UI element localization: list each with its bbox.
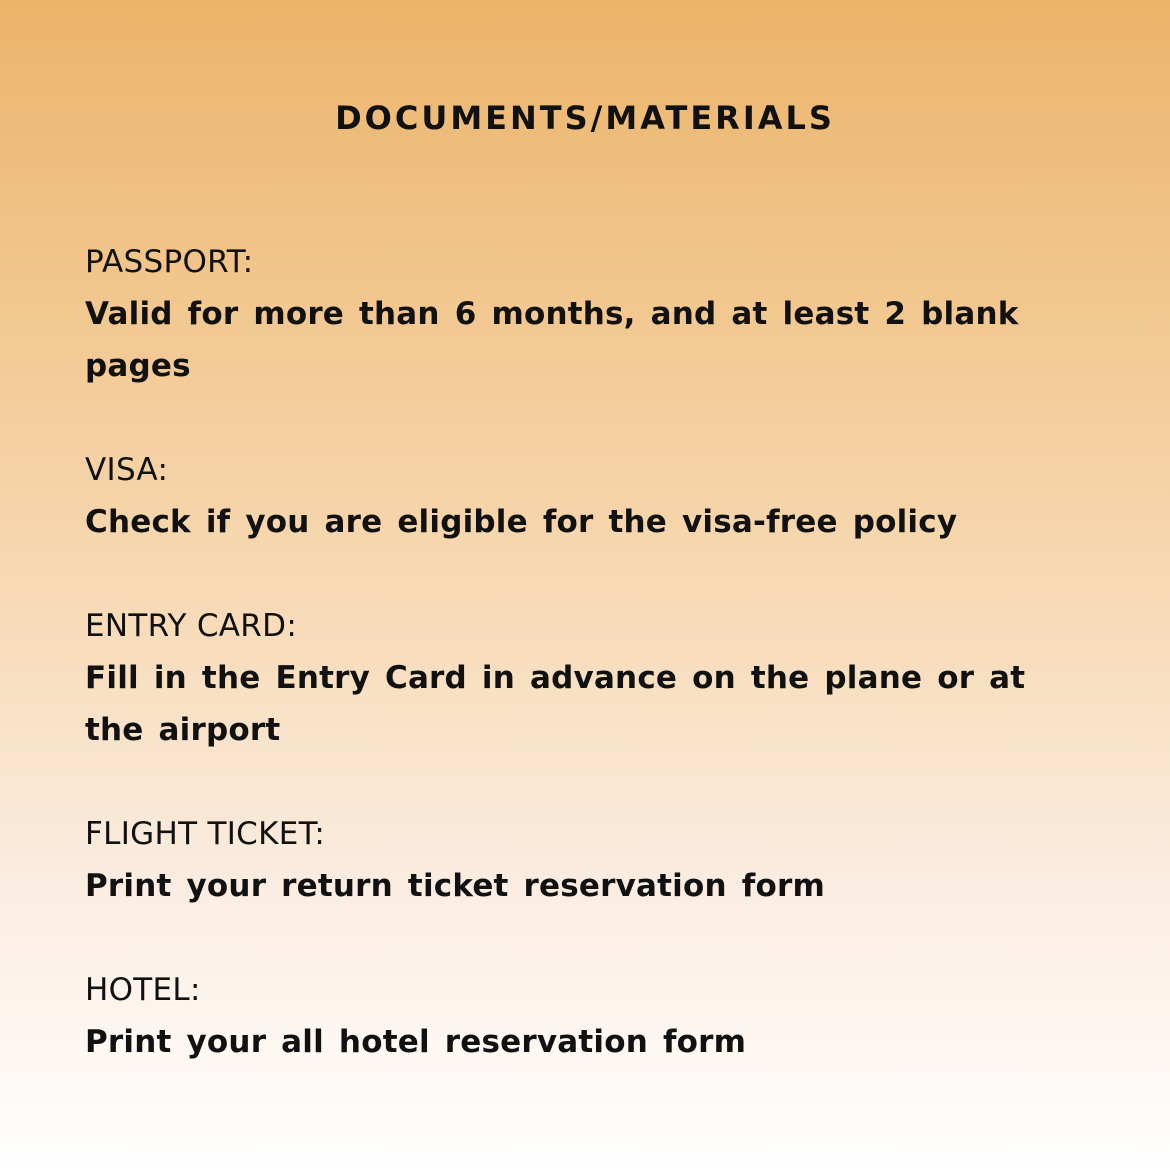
- section-heading: VISA:: [85, 452, 169, 488]
- section-description: Print your return ticket reservation form: [85, 868, 825, 904]
- section-flight-ticket: [85, 808, 1095, 912]
- section-visa: [85, 444, 1095, 548]
- requirements-list: [85, 236, 1095, 1120]
- section-description: Valid for more than 6 months, and at least 2 blank pages: [85, 296, 1019, 384]
- section-heading: PASSPORT:: [85, 244, 254, 280]
- section-description: Print your all hotel reservation form: [85, 1024, 747, 1060]
- section-heading: FLIGHT TICKET:: [85, 816, 326, 852]
- section-passport: [85, 236, 1095, 392]
- section-entry-card: [85, 600, 1095, 756]
- page-title: DOCUMENTS/MATERIALS: [335, 99, 835, 137]
- section-description: Check if you are eligible for the visa-free policy: [85, 504, 958, 540]
- section-heading: HOTEL:: [85, 972, 201, 1008]
- section-hotel: [85, 964, 1095, 1068]
- section-description: Fill in the Entry Card in advance on the plane or at the airport: [85, 660, 1026, 748]
- section-heading: ENTRY CARD:: [85, 608, 298, 644]
